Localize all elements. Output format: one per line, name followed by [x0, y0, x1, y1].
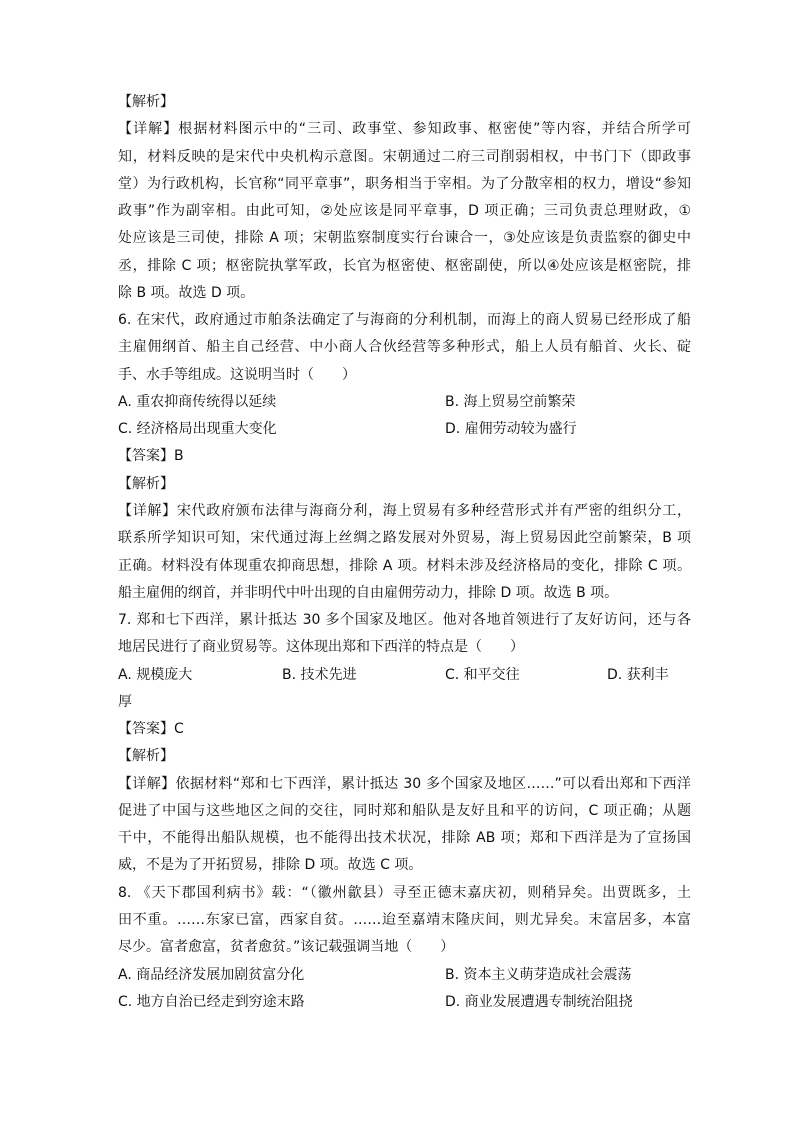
analysis-heading: 【解析】: [118, 748, 174, 765]
analysis-heading: 【解析】: [118, 94, 174, 110]
q6-answer: [118, 443, 691, 470]
q8-stem-line: 田不重。……东家已富，西家自贫。……迨至嘉靖末隆庆间，则尤异矣。末富居多，本富: [118, 911, 691, 928]
q8-options-row: [118, 989, 691, 1016]
q5-detail-line: 政事”作为副宰相。由此可知，②处应该是同平章事，D 项正确；三司负责总理财政，①: [118, 203, 691, 220]
q6-option-a: A. 重农抑商传统得以延续: [118, 393, 277, 410]
q7-option-d: D. 获利丰: [607, 666, 669, 683]
q8-option-b: B. 资本主义萌芽造成社会震荡: [445, 966, 632, 983]
analysis-heading: 【解析】: [118, 475, 174, 492]
q8-options-row: [118, 962, 691, 989]
q7-option-b: B. 技术先进: [282, 666, 357, 683]
q6-detail-line: 正确。材料没有体现重农抑商思想，排除 A 项。材料未涉及经济格局的变化，排除 C 项。: [118, 557, 691, 574]
q5-detail-line: 堂）为行政机构，长官称“同平章事”，职务相当于宰相。为了分散宰相的权力，增设“参知: [118, 175, 691, 192]
q6-stem-line: 6. 在宋代，政府通过市舶条法确定了与海商的分利机制，而海上的商人贸易已经形成了船: [118, 312, 691, 329]
q6-option-b: B. 海上贸易空前繁荣: [445, 393, 576, 410]
q7-detail-line: 干中，不能得出船队规模，也不能得出技术状况，排除 AB 项；郑和下西洋是为了宣扬国: [118, 830, 691, 847]
q6-detail-line: 船主雇佣的纲首，并非明代中叶出现的自由雇佣劳动力，排除 D 项。故选 B 项。: [118, 584, 619, 601]
q7-option-c: C. 和平交往: [445, 666, 520, 683]
q7-stem-line: 7. 郑和七下西洋，累计抵达 30 多个国家及地区。他对各地首领进行了友好访问，还与各: [118, 612, 691, 629]
answer-tag: 【答案】: [118, 448, 174, 465]
q5-detail-line: 除 B 项。故选 D 项。: [118, 284, 255, 301]
q8-stem-line: 8. 《天下郡国利病书》载：“（徽州歙县）寻至正德末嘉庆初，则稍异矣。出贾既多，土: [118, 884, 691, 901]
q6-detail-line: 【详解】宋代政府颁布法律与海商分利，海上贸易有多种经营形式并有严密的组织分工，: [118, 502, 691, 519]
q6-options-row: [118, 416, 691, 443]
q6-options-row: [118, 389, 691, 416]
q7-stem-line: 地居民进行了商业贸易等。这体现出郑和下西洋的特点是（ ）: [118, 639, 524, 656]
q7-answer: [118, 716, 691, 743]
answer-tag: 【答案】: [118, 721, 174, 738]
q8-option-d: D. 商业发展遭遇专制统治阻挠: [445, 993, 633, 1010]
answer-value: B: [174, 448, 184, 465]
q6-stem-line: 主雇佣纲首、船主自己经营、中小商人合伙经营等多种形式，船上人员有船首、火长、碇: [118, 339, 691, 356]
q5-detail-line: 【详解】根据材料图示中的“三司、政事堂、参知政事、枢密使”等内容，并结合所学可: [118, 121, 691, 138]
q7-detail-line: 【详解】依据材料“郑和七下西洋，累计抵达 30 多个国家及地区……”可以看出郑和下西洋: [118, 775, 691, 792]
q8-option-c: C. 地方自治已经走到穷途末路: [118, 993, 305, 1010]
answer-value: C: [174, 721, 184, 738]
q7-option-a: A. 规模庞大: [118, 666, 193, 683]
q6-stem-line: 手、水手等组成。这说明当时（ ）: [118, 366, 356, 383]
q6-option-d: D. 雇佣劳动较为盛行: [445, 421, 577, 438]
q7-option-d-wrap: 厚: [118, 693, 132, 710]
q5-detail-line: 丞，排除 C 项；枢密院执掌军政，长官为枢密使、枢密副使，所以④处应该是枢密院，排: [118, 257, 691, 274]
q8-option-a: A. 商品经济发展加剧贫富分化: [118, 966, 305, 983]
q7-detail-line: 威，不是为了开拓贸易，排除 D 项。故选 C 项。: [118, 857, 423, 874]
q6-detail-line: 联系所学知识可知，宋代通过海上丝绸之路发展对外贸易，海上贸易因此空前繁荣，B 项: [118, 530, 691, 547]
document-page: [118, 89, 691, 1016]
q5-detail-line: 知，材料反映的是宋代中央机构示意图。宋朝通过二府三司削弱相权，中书门下（即政事: [118, 148, 691, 165]
q7-detail-line: 促进了中国与这些地区之间的交往，同时郑和船队是友好且和平的访问，C 项正确；从题: [118, 802, 691, 819]
q6-option-c: C. 经济格局出现重大变化: [118, 421, 277, 438]
q5-detail-line: 处应该是三司使，排除 A 项；宋朝监察制度实行台谏合一，③处应该是负责监察的御史中: [118, 230, 691, 247]
q7-options-row: [118, 662, 691, 689]
q8-stem-line: 尽少。富者愈富，贫者愈贫。”该记载强调当地（ ）: [118, 939, 455, 956]
